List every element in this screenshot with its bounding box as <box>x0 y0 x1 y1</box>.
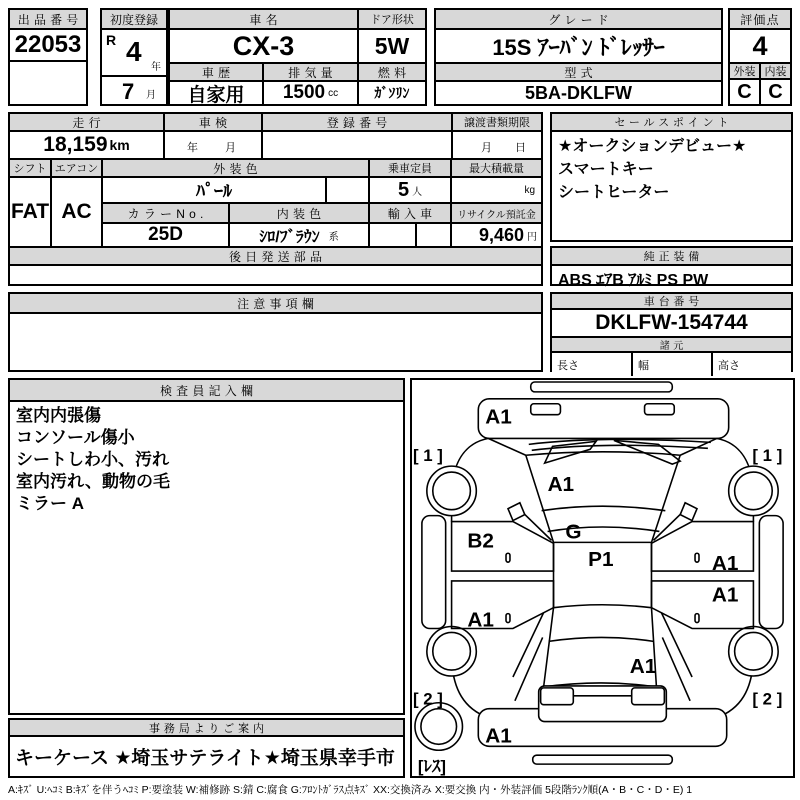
inspector-box <box>8 378 405 715</box>
first-reg-year-cell <box>100 28 168 77</box>
color-no-header: カラーNo. <box>103 204 230 224</box>
spec-header: 諸元 <box>552 338 791 353</box>
color-no-value: 25D <box>103 224 230 248</box>
first-reg-year: 4 <box>126 36 142 67</box>
inspector-note: 室内汚れ、動物の毛 <box>16 472 171 491</box>
label-rear-tire-left: [ 2 ] <box>412 689 443 709</box>
int-color-value <box>230 224 370 248</box>
door-handle-right-front <box>695 553 699 562</box>
mileage-value <box>10 132 165 160</box>
rear-left-wheel <box>427 627 476 677</box>
ext-color-header: 外装色 <box>103 160 370 178</box>
ext-color-sub-cell <box>327 178 370 204</box>
inspector-note: コンソール傷小 <box>16 428 135 447</box>
rear-bottom-strip <box>533 755 673 764</box>
displacement-value <box>262 80 359 106</box>
length-cell: 長さ <box>552 353 633 376</box>
label-roof: P1 <box>588 548 614 572</box>
import-value-cell-2 <box>417 224 452 248</box>
later-parts-header: 後日発送部品 <box>10 248 541 266</box>
dimensions-row <box>552 353 791 376</box>
car-name-value: CX-3 <box>168 28 359 64</box>
width-cell: 幅 <box>633 353 713 376</box>
transfer-month-unit: 月 <box>481 142 492 154</box>
shaken-header: 車検 <box>165 114 263 132</box>
label-right-front-door: A1 <box>711 552 739 576</box>
label-rear-bumper: A1 <box>485 724 512 748</box>
int-color-suffix: 系 <box>328 231 339 243</box>
month-unit: 月 <box>146 90 156 101</box>
fuel-value: ｶﾞｿﾘﾝ <box>357 80 427 106</box>
caution-box <box>8 292 543 372</box>
front-left-wheel <box>427 466 476 516</box>
spare-wheel <box>415 703 463 751</box>
equipment-header: 純正装備 <box>552 248 791 266</box>
interior-score-value: C <box>759 78 792 106</box>
chassis-value: DKLFW-154744 <box>552 310 791 338</box>
front-right-wheel <box>729 466 778 516</box>
transfer-deadline-value <box>453 132 541 160</box>
spec-table <box>8 112 543 286</box>
equipment-value: ABS ｴｱB ｱﾙﾐ PS PW <box>558 272 709 289</box>
sales-points-box <box>550 112 793 242</box>
front-grille-right <box>645 404 675 415</box>
rear-right-wheel <box>729 627 778 677</box>
shaken-year-unit: 年 <box>187 142 198 154</box>
import-value-cell-1 <box>370 224 417 248</box>
door-shape-value: 5W <box>357 28 427 64</box>
transfer-deadline-header: 譲渡書類期限 <box>453 114 541 132</box>
auction-no-empty-cell <box>8 60 88 106</box>
mileage-unit: km <box>109 137 130 153</box>
fuel-header: 燃料 <box>357 62 427 82</box>
capacity-unit: 人 <box>412 186 423 198</box>
model-header: 型式 <box>434 62 723 82</box>
label-left-front-door: B2 <box>467 529 494 553</box>
equipment-box <box>550 246 793 289</box>
label-front-tire-left: [ 1 ] <box>412 446 443 466</box>
sales-point: シートヒーター <box>558 184 670 201</box>
first-reg-month-cell <box>100 75 168 106</box>
score-header: 評価点 <box>728 8 792 30</box>
recycle-unit: 円 <box>527 231 537 243</box>
year-unit: 年 <box>151 62 161 73</box>
office-box <box>8 718 405 778</box>
front-top-strip <box>531 382 673 392</box>
shift-header: シフト <box>10 160 52 178</box>
grade-value: 15S ｱｰﾊﾞﾝ ﾄﾞﾚｯｻｰ <box>434 28 723 64</box>
shaken-value <box>165 132 263 160</box>
door-shape-header: ドア形状 <box>357 8 427 30</box>
max-load-value <box>452 178 541 204</box>
int-color-header: 内装色 <box>230 204 370 224</box>
chassis-header: 車台番号 <box>552 294 791 310</box>
capacity-number: 5 <box>397 178 410 201</box>
rear-deck <box>539 686 667 722</box>
import-header: 輸入車 <box>370 204 452 224</box>
label-right-rear-door: A1 <box>711 583 739 607</box>
shift-value: FAT <box>10 178 52 248</box>
front-bumper-shape <box>478 399 728 439</box>
label-rear-window: A1 <box>629 655 657 679</box>
windshield-shape <box>526 452 680 543</box>
interior-score-header: 内装 <box>759 62 792 80</box>
recycle-fee: 9,460 <box>478 224 524 245</box>
aircon-value: AC <box>52 178 103 248</box>
capacity-value <box>370 178 452 204</box>
inspector-note: ミラー A <box>16 494 84 513</box>
aircon-header: エアコン <box>52 160 103 178</box>
recycle-value <box>452 224 541 248</box>
int-color-text: ｼﾛ/ﾌﾞﾗｳﾝ <box>259 228 320 246</box>
max-load-header: 最大積載量 <box>452 160 541 178</box>
first-reg-header: 初度登録 <box>100 8 168 30</box>
recycle-header: リサイクル預託金 <box>452 204 541 224</box>
history-header: 車歴 <box>168 62 264 82</box>
grade-header: グレード <box>434 8 723 30</box>
car-top-view-diagram <box>412 380 793 776</box>
reg-no-value <box>263 132 453 160</box>
transfer-day-unit: 日 <box>515 142 526 154</box>
mileage-header: 走行 <box>10 114 165 132</box>
office-header: 事務局よりご案内 <box>10 720 403 737</box>
front-grille-left <box>531 404 561 415</box>
door-handle-right-rear <box>695 614 699 623</box>
mirror-left <box>508 503 525 521</box>
windshield-lower-line-2 <box>548 527 660 531</box>
model-value: 5BA-DKLFW <box>434 80 723 106</box>
hood-edge-left <box>488 438 526 455</box>
auction-no-value: 22053 <box>8 28 88 62</box>
history-value: 自家用 <box>168 80 264 106</box>
displacement-unit: cc <box>328 87 339 99</box>
door-handle-left-rear <box>506 614 510 623</box>
sales-points-header: セールスポイント <box>552 114 791 132</box>
label-windshield: A1 <box>547 472 575 496</box>
exterior-score-value: C <box>728 78 761 106</box>
door-handle-left-front <box>506 553 510 562</box>
first-reg-month: 7 <box>122 79 135 104</box>
displacement-number: 1500 <box>282 82 326 103</box>
ext-color-value: ﾊﾟｰﾙ <box>103 178 327 204</box>
office-notice: キーケース ★埼玉サテライト★埼玉県幸手市 <box>15 748 395 769</box>
auction-no-header: 出品番号 <box>8 8 88 30</box>
windshield-lower-line-1 <box>542 506 666 510</box>
label-front-bumper: A1 <box>485 405 512 429</box>
sales-points-list <box>552 132 791 207</box>
label-front-tire-right: [ 1 ] <box>752 446 783 466</box>
sales-point: スマートキー <box>558 161 654 178</box>
chassis-box <box>550 292 793 372</box>
shaken-month-unit: 月 <box>225 142 236 154</box>
mirror-right <box>680 503 697 521</box>
label-spare-tire: [ﾚｽ] <box>417 757 446 776</box>
exterior-score-header: 外装 <box>728 62 761 80</box>
sales-point: ★オークションデビュー★ <box>558 138 747 155</box>
capacity-header: 乗車定員 <box>370 160 452 178</box>
car-diagram-box <box>410 378 795 778</box>
max-load-unit: kg <box>524 184 535 196</box>
inspector-note: シートしわ小、汚れ <box>16 450 169 469</box>
height-cell: 高さ <box>713 353 791 376</box>
label-left-rear-door: A1 <box>467 608 494 632</box>
side-sill-left <box>422 516 446 629</box>
inspector-header: 検査員記入欄 <box>10 380 403 402</box>
caution-header: 注意事項欄 <box>10 294 541 314</box>
damage-code-legend: A:ｷｽﾞ U:ﾍｺﾐ B:ｷｽﾞを伴うﾍｺﾐ P:要塗装 W:補修跡 S:錆 C:腐食 G:ﾌﾛﾝﾄｶﾞﾗｽ点ｷｽﾞ XX:交換済み X:要交換 内・外装評価 5段階ﾗﾝｸ順(A・B・C・D・E) 1 <box>8 784 693 796</box>
displacement-header: 排気量 <box>262 62 359 82</box>
inspector-notes <box>10 402 403 518</box>
era-letter: R <box>106 32 117 48</box>
reg-no-header: 登録番号 <box>263 114 453 132</box>
rear-window-line <box>549 637 654 641</box>
label-glass: G <box>565 520 582 544</box>
side-sill-right <box>759 516 783 629</box>
car-name-header: 車名 <box>168 8 359 30</box>
label-rear-tire-right: [ 2 ] <box>752 689 783 709</box>
score-value: 4 <box>728 28 792 64</box>
inspector-note: 室内内張傷 <box>16 406 101 425</box>
later-parts-value <box>10 266 541 284</box>
mileage-number: 18,159 <box>43 133 108 156</box>
